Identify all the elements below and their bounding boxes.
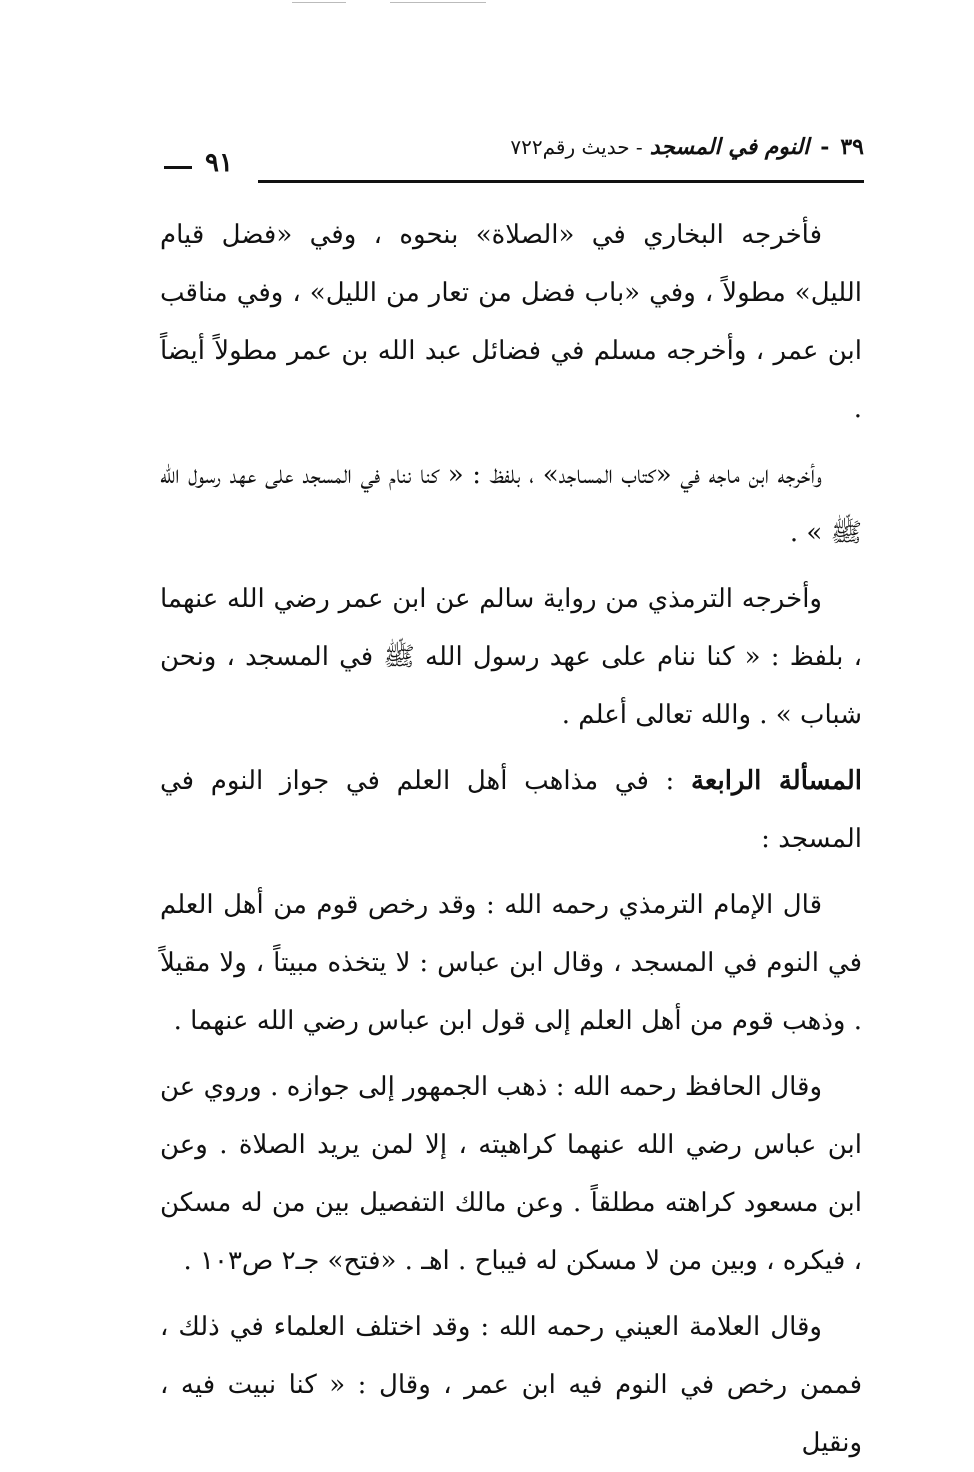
section-heading: المسألة الرابعة (690, 766, 862, 796)
paragraph (160, 1058, 862, 1290)
paragraph-text: وأخرجه ابن ماجه في «كتاب المساجد» ، بلفظ : « كنا ننام في المسجد على عهد رسول الله ﷺ » . (160, 460, 862, 548)
hadith-reference: - حديث رقم٧٢٢ (510, 135, 643, 159)
paragraph-text: قال الإمام الترمذي رحمه الله : وقد رخص قوم من أهل العلم في النوم في المسجد ، وقال ابن عباس : لا يتخذه مبيتاً ، ولا مقيلاً . وذهب قوم من أهل العلم إلى قول ابن عباس رضي الله عنهما . (160, 890, 862, 1036)
page-number: ٩١ (205, 148, 233, 178)
title-separator: - (820, 134, 830, 160)
paragraph (160, 752, 862, 868)
running-title (404, 134, 864, 160)
paragraph (160, 570, 862, 744)
paragraph (160, 1298, 862, 1472)
paragraph-text: : في مذاهب أهل العلم في جواز النوم في المسجد : (160, 766, 862, 854)
paragraph-text: وأخرجه الترمذي من رواية سالم عن ابن عمر رضي الله عنهما ، بلفظ : « كنا ننام على عهد رسول الله ﷺ في المسجد ، ونحن شباب » . والله تعالى أعلم . (160, 584, 862, 730)
paragraph (160, 876, 862, 1050)
header-rule (258, 180, 864, 183)
paragraph (160, 206, 862, 438)
paragraph-text: وقال الحافظ رحمه الله : ذهب الجمهور إلى جوازه . وروي عن ابن عباس رضي الله عنهما كراهيته ، إلا لمن يريد الصلاة . وعن ابن مسعود كراهته مطلقاً . وعن مالك التفصيل بين من له مسكن ، فيكره ، وبين من لا مسكن له فيباح . اهـ . «فتح» جـ٢ ص١٠٣ . (160, 1072, 862, 1276)
paragraph (160, 446, 862, 562)
paragraph-text: وقال العلامة العيني رحمه الله : وقد اختلف العلماء في ذلك ، فممن رخص في النوم فيه ابن عمر ، وقال : « كنا نبيت فيه ، ونقيل (160, 1312, 862, 1458)
chapter-title: النوم في المسجد (649, 134, 810, 160)
page-body (160, 206, 862, 1472)
page-number-dash (164, 166, 192, 169)
scan-mark (292, 2, 346, 3)
paragraph-text: فأخرجه البخاري في «الصلاة» بنحوه ، وفي «فضل قيام الليل» مطولاً ، وفي «باب فضل من تعار من الليل» ، وفي مناقب ابن عمر ، وأخرجه مسلم في فضائل عبد الله بن عمر مطولاً أيضاً . (160, 220, 862, 424)
scan-mark (390, 2, 486, 3)
chapter-number: ٣٩ (840, 134, 864, 160)
